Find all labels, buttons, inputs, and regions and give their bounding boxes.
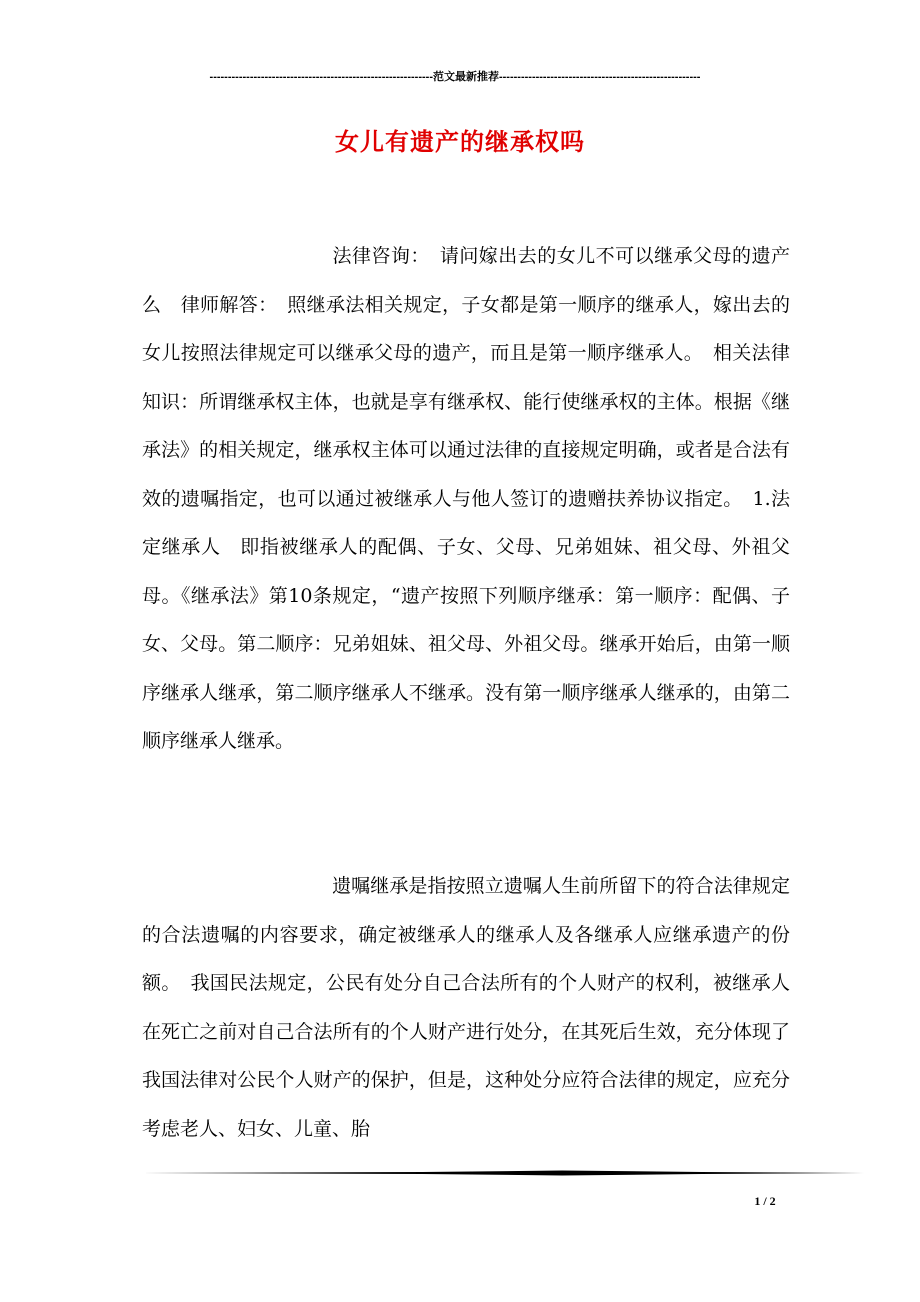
- paragraph-1-text: 法律咨询： 请问嫁出去的女儿不可以继承父母的遗产么 律师解答： 照继承法相关规定，子女都是第一顺序的继承人，嫁出去的女儿按照法律规定可以继承父母的遗产，而且是第一顺序继承人。 相关法律知识：所谓继承权主体，也就是享有继承权、能行使继承权的主体。根据《继承法》的相关规定，继承权主体可以通过法律的直接规定明确，或者是合法有效的遗嘱指定，也可以通过被继承人与他人签订的遗赠扶养协议指定。 1.法定继承人 即指被继承人的配偶、子女、父母、兄弟姐妹、祖父母、外祖父母。《继承法》第10条规定，“遗产按照下列顺序继承：第一顺序：配偶、子女、父母。第二顺序：兄弟姐妹、祖父母、外祖父母。继承开始后，由第一顺序继承人继承，第二顺序继承人不继承。没有第一顺序继承人继承的，由第二顺序继承人继承。: [142, 245, 790, 752]
- footer-rule: [142, 1168, 864, 1178]
- header-banner: -------------------------------------------------------------范文最新推荐-------------------------------------------------------: [209, 71, 701, 83]
- body-paragraph-2: [142, 862, 790, 1153]
- body-paragraph-1: [142, 232, 790, 766]
- paragraph-2-text: 遗嘱继承是指按照立遗嘱人生前所留下的符合法律规定的合法遗嘱的内容要求，确定被继承人的继承人及各继承人应继承遗产的份额。 我国民法规定，公民有处分自己合法所有的个人财产的权利，被继承人在死亡之前对自己合法所有的个人财产进行处分，在其死后生效，充分体现了我国法律对公民个人财产的保护，但是，这种处分应符合法律的规定，应充分考虑老人、妇女、儿童、胎: [142, 875, 790, 1140]
- document-title: 女儿有遗产的继承权吗: [335, 127, 585, 156]
- page-number: 1 / 2: [754, 1194, 776, 1208]
